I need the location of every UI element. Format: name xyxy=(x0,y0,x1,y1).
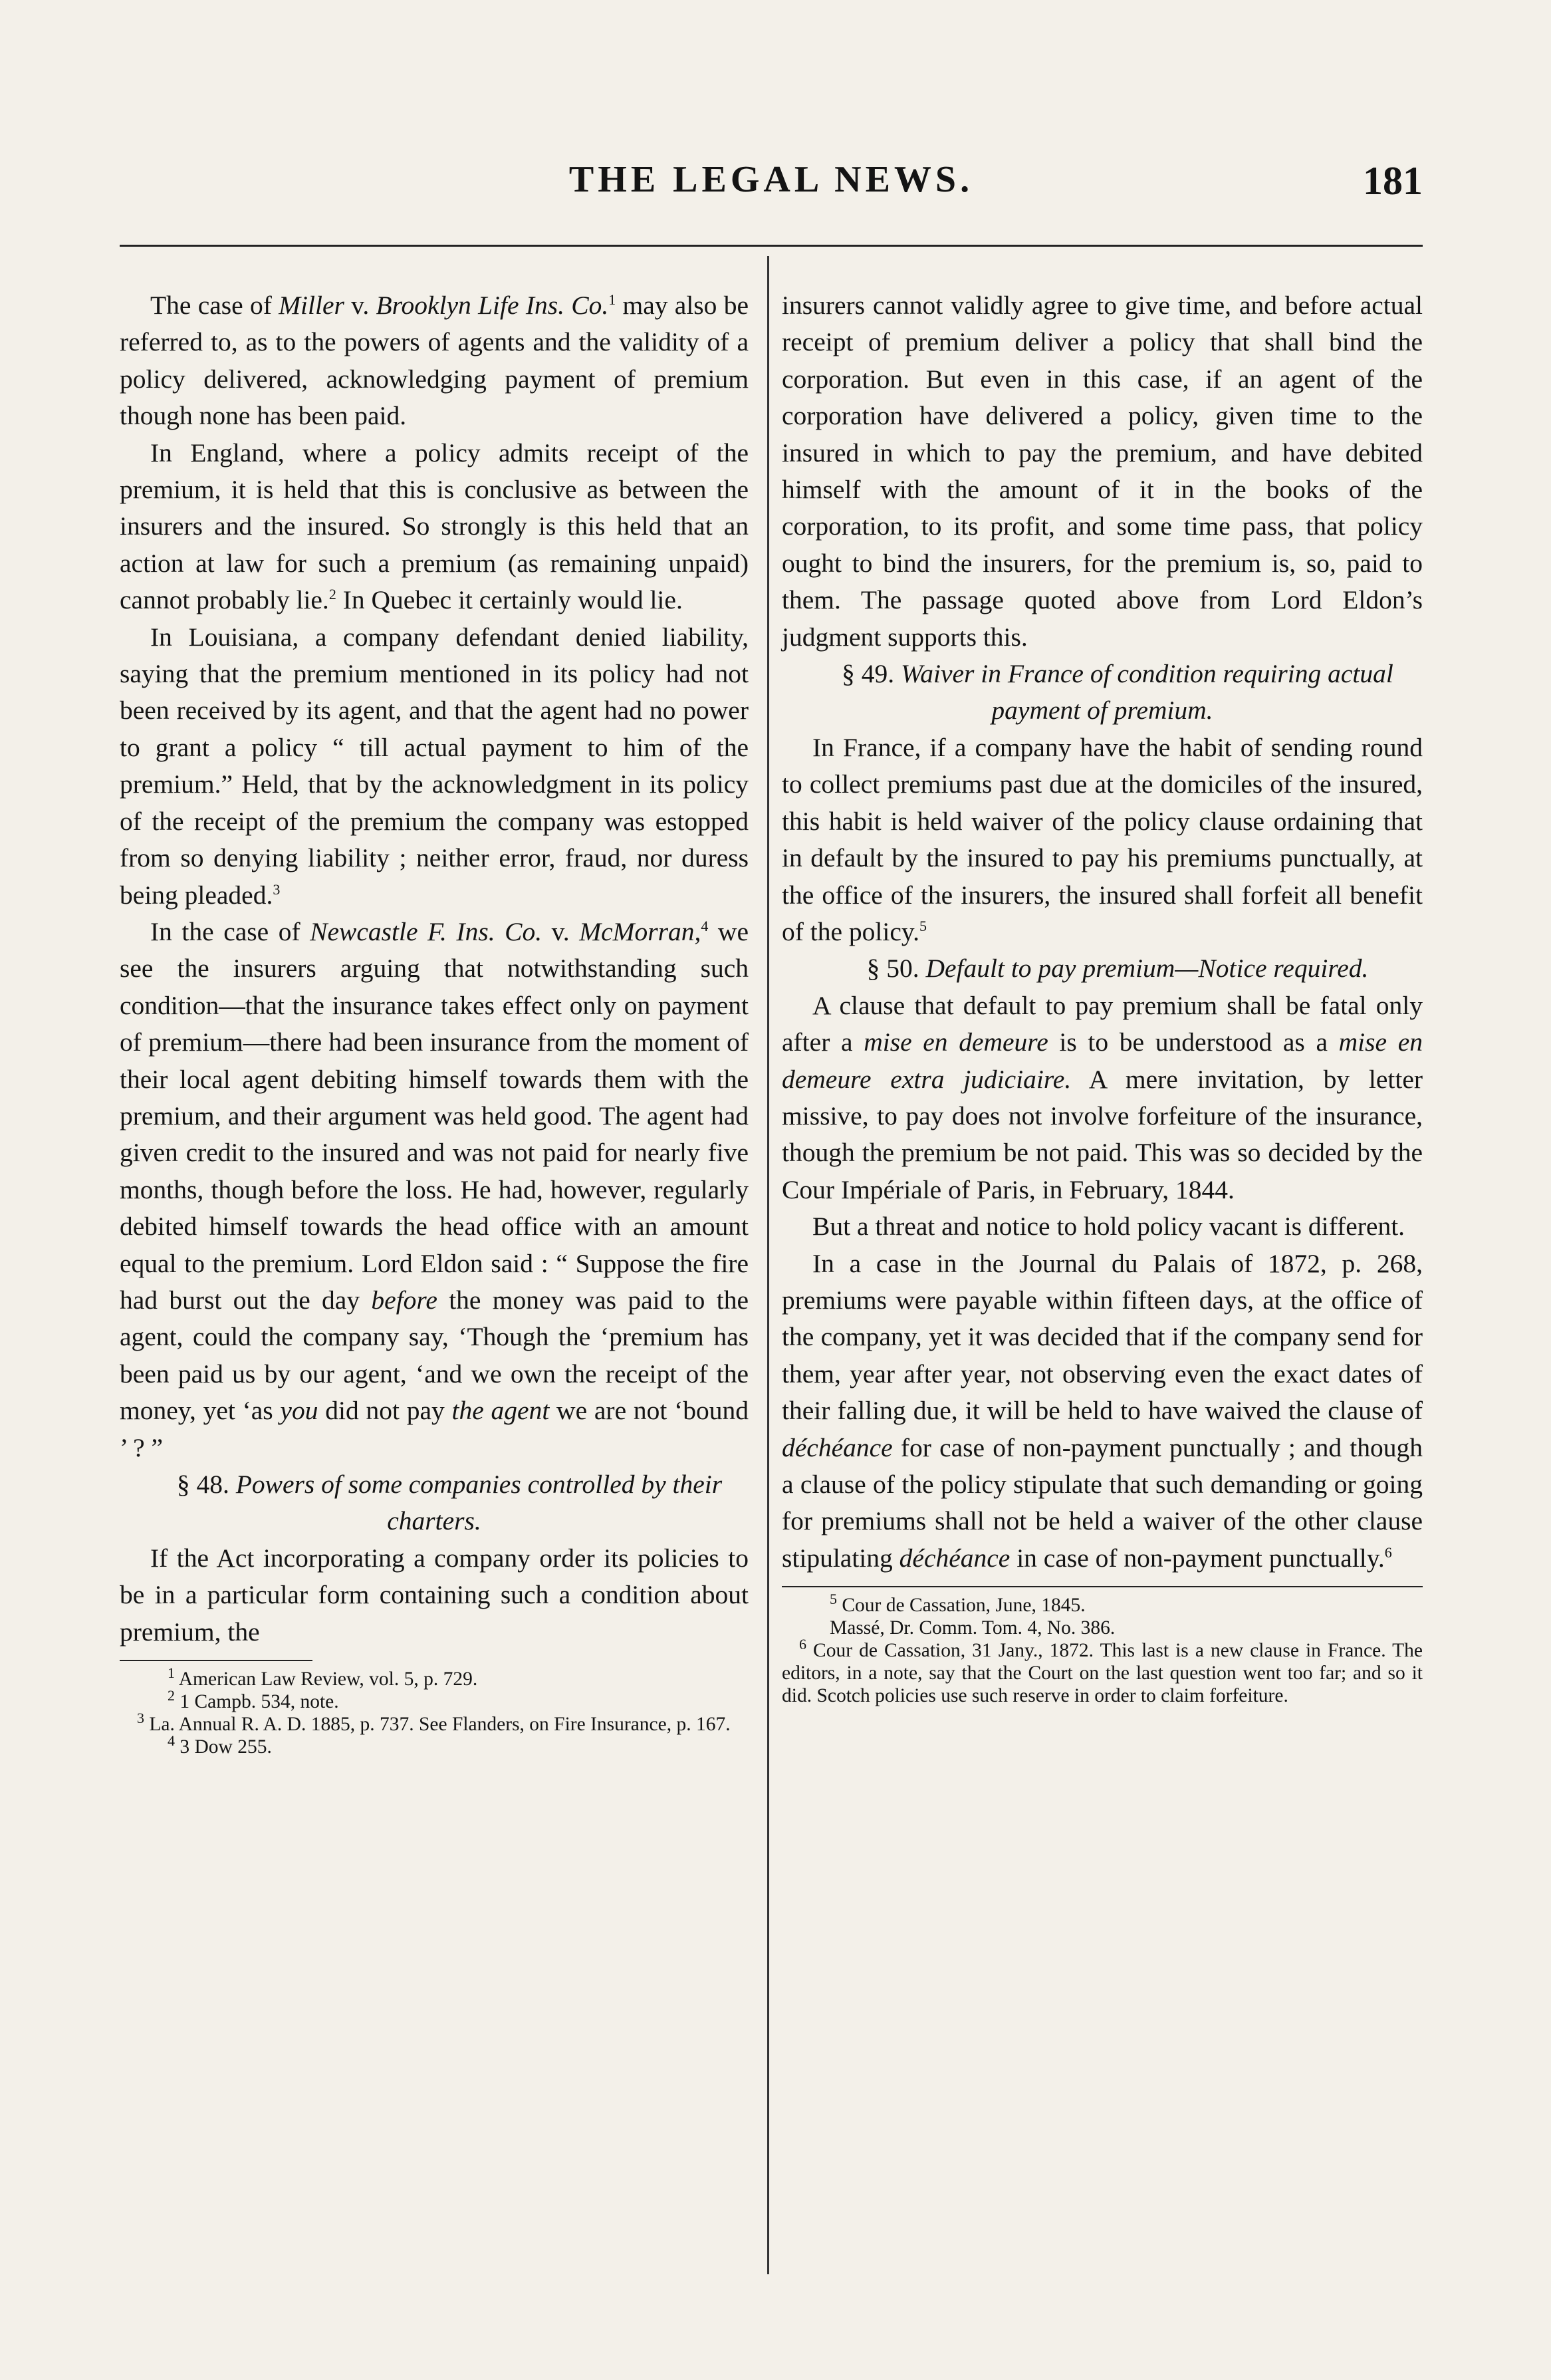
paragraph: In France, if a company have the habit of sending round to collect premiums past due at the domiciles of the insured, this habit is held waiver of the policy clause ordaining that in default by the insured to pay his premiums punctually, at the office of the insurers, the insured shall forfeit all benefit of the policy.$^5$ xyxy=(782,732,1423,946)
right-column xyxy=(782,287,1423,1707)
paragraph: In a case in the Journal du Palais of 1872, p. 268, premiums were payable within fifteen days, at the office of the company, yet it was decided that if the company send for them, year after year, not observing even the exact dates of their falling due, it will be held to have waived the clause of déchéance for case of non-payment punctually ; and though a clause of the policy stipulate that such demanding or going for premiums shall not be held a waiver of the other clause stipulating déchéance in case of non-payment punctually.$^6$ xyxy=(782,1248,1423,1573)
section-heading-50: § 50. Default to pay premium—Notice required. xyxy=(866,954,1369,984)
footnote-ref: 5 xyxy=(919,917,927,934)
paragraph: In England, where a policy admits receipt of the premium, it is held that this is conclusive as between the insurers and the insured. So strongly is this held that an action at law for such a premium (as remaining unpaid) cannot probably lie.$^2$ In Quebec it certainly would lie. xyxy=(120,438,749,615)
page-number: 181 xyxy=(1363,159,1423,203)
column-divider xyxy=(767,256,769,2274)
paragraph: A clause that default to pay premium shall be fatal only after a mise en demeure is to be understood as a mise en demeure extra judiciaire. A mere invitation, by letter missive, to pay does not involve forfeiture of the insurance, though the premium be not paid. This was so decided by the Cour Impériale of Paris, in February, 1844. xyxy=(782,990,1423,1204)
paragraph: insurers cannot validly agree to give time, and before actual receipt of premium deliver a policy that shall bind the corporation. But even in this case, if an agent of the corporation have delivered a policy, given time to the insured in which to pay the premium, and have debited himself with the amount of it in the books of the corporation, to its profit, and some time pass, that policy ought to bind the insurers, for the premium is, so, paid to them. The passage quoted above from Lord Eldon’s judgment supports this. xyxy=(782,291,1423,652)
paragraph: In Louisiana, a company defendant denied liability, saying that the premium mentioned in its policy had not been received by its agent, and that the agent had no power to grant a policy “ till actual payment to him of the premium.” Held, that by the acknowledgment in its policy of the receipt of the premium the company was estopped from so denying liability ; neither error, fraud, nor duress being pleaded.$^3$ xyxy=(120,622,749,910)
paragraph: The case of Miller v. Brooklyn Life Ins. Co.$^1$ may also be referred to, as to the powers of agents and the validity of a policy delivered, acknowledging payment of premium though none has been paid. xyxy=(120,291,749,431)
running-title: THE LEGAL NEWS. xyxy=(568,159,974,200)
footnote-rule xyxy=(120,1660,312,1661)
footnote: $^2$ 1 Campb. 534, note. xyxy=(168,1687,339,1713)
section-heading-49: § 49. Waiver in France of condition requiring actual payment of premium. xyxy=(842,659,1393,726)
footnote-ref: 2 xyxy=(328,586,336,603)
header-rule xyxy=(120,245,1423,247)
footnote-continuation: Massé, Dr. Comm. Tom. 4, No. 386. xyxy=(830,1617,1116,1639)
footnote: $^1$ American Law Review, vol. 5, p. 729. xyxy=(168,1664,478,1690)
footnote: $^6$ Cour de Cassation, 31 Jany., 1872. This last is a new clause in France. The editors, in a note, say that the Court on the last question went too far; and so it did. Scotch policies use such reserve in order to claim forfeiture. xyxy=(782,1636,1423,1707)
footnote: $^4$ 3 Dow 255. xyxy=(168,1732,272,1758)
section-heading-48: § 48. Powers of some companies controlled by their charters. xyxy=(176,1470,723,1536)
paragraph: If the Act incorporating a company order its policies to be in a particular form containing such a condition about premium, the xyxy=(120,1543,749,1647)
footnote-ref: 3 xyxy=(273,880,281,898)
left-column xyxy=(120,287,749,1758)
footnote: $^5$ Cour de Cassation, June, 1845. xyxy=(830,1591,1086,1617)
footnote-rule xyxy=(782,1586,1423,1587)
page-header xyxy=(120,158,1423,231)
paragraph: In the case of Newcastle F. Ins. Co. v. McMorran,$^4$ we see the insurers arguing that notwithstanding such condition—that the insurance takes effect only on payment of premium—there had been insurance from the moment of their local agent debiting himself towards them with the premium, and their argument was held good. The agent had given credit to the insured and was not paid for nearly five months, though before the loss. He had, however, regularly debited himself towards the head office with an amount equal to the premium. Lord Eldon said : “ Suppose the fire had burst out the day before the money was paid to the agent, could the company say, ‘Though the ‘premium has been paid us by our agent, ‘and we own the receipt of the money, yet ‘as you did not pay the agent we are not ‘bound ’ ? ” xyxy=(120,916,749,1462)
paragraph: But a threat and notice to hold policy vacant is different. xyxy=(812,1212,1405,1242)
footnote-ref: 6 xyxy=(1384,1543,1392,1561)
footnote: $^3$ La. Annual R. A. D. 1885, p. 737. See Flanders, on Fire Insurance, p. 167. xyxy=(137,1710,731,1736)
footnote-ref: 1 xyxy=(608,291,616,308)
footnote-ref: 4 xyxy=(701,917,709,934)
